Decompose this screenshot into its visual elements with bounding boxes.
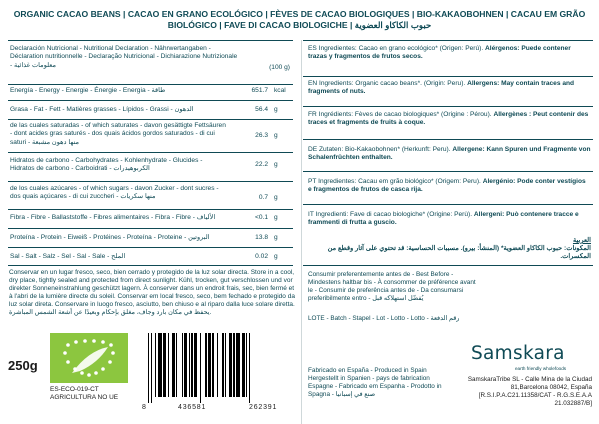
barcode-bar: [217, 333, 218, 397]
barcode-bar: [191, 333, 192, 397]
made-in-spain: Fabricado en España - Produced in Spain Hergestellt in Spanien - pays de fabrication Espagne - Fabricado em Espanha - Prodotto in Spagna - صنع في إسبانيا: [308, 367, 442, 398]
ingredients-text: EN Ingredients: Organic cacao beans*. (Origin: Peru).: [308, 80, 468, 87]
nutrition-row-unit: g: [274, 214, 278, 221]
company-address: SamskaraTribe SL - Calle Mina de la Ciudad 81,Barcelona 08042, España [R.S.I.P.A.C21.11358/CAT - R.G.S.E.A.A 21.032887/B]: [467, 376, 592, 407]
barcode-bar: [148, 333, 149, 403]
nutrition-rule: [8, 152, 293, 153]
nutrition-rule: [8, 100, 293, 101]
eu-organic-leaf-logo: [50, 333, 128, 383]
nutrition-rule: [8, 181, 293, 182]
ingredients-it: [308, 211, 591, 227]
nutrition-row-label: Sal - Salt - Salz - Sel - Sal - Sale - الملح: [10, 253, 126, 260]
nutrition-row-value: 26.3: [255, 132, 268, 139]
column-divider: [301, 40, 302, 424]
ingredients-rule: [303, 139, 593, 140]
ingredients-rule: [303, 171, 593, 172]
ingredients-text: IT Ingredienti: Fave di cacao biologiche* (Origine: Perù).: [308, 211, 474, 218]
nutrition-row-unit: g: [274, 253, 278, 260]
nutrition-rule: [8, 247, 293, 248]
eco-certification: [50, 386, 118, 402]
nutrition-header: [10, 45, 290, 79]
ingredients-text: DE Zutaten: Bio-Kakaobohnen* (Herkunft: Peru).: [308, 146, 453, 153]
nutrition-row-value: 651.7: [251, 87, 268, 94]
barcode-bar: [168, 333, 169, 397]
brand-tagline: earth friendly wholefoods: [515, 366, 567, 371]
ingredients-top-rule: [303, 40, 593, 41]
nutrition-row-value: 13.8: [255, 234, 268, 241]
brand-logo: Samskara: [471, 343, 565, 364]
nutrition-row-label: de las cuales saturadas - of which saturates - davon gesättigte Fettsäuren - dont acides gras saturés - dos quais ácidos gordos saturados - di cui saturi - منها دهون مشبعة: [10, 122, 226, 146]
barcode-bar: [151, 333, 152, 403]
nutrition-row-unit: kcal: [274, 87, 286, 94]
nutrition-rule: [8, 209, 293, 210]
barcode-bar: [236, 333, 240, 397]
barcode-bar: [212, 333, 213, 397]
allergen-warning: Allergènes : Peut contenir des traces et fragments de fruits à coque.: [308, 111, 589, 127]
product-title-line-1: ORGANIC CACAO BEANS | CACAO EN GRANO ECOLÓGICO | FÈVES DE CACAO BIOLOGIQUES | BIO-KAKAOBOHNEN | CACAU EM GRÃO: [13, 9, 586, 19]
nutrition-row-value: 0.7: [258, 194, 268, 201]
barcode-digits-right: 262391: [249, 404, 278, 411]
eu-leaf-stars-icon: [50, 333, 128, 383]
barcode-bar: [194, 333, 197, 397]
nutrition-row-label: de los cuales azúcares - of which sugars - davon Zucker - dont sucres - dos quais açúcares - di cui zuccheri - منها سكريات: [10, 185, 219, 201]
barcode-bar: [163, 333, 166, 397]
nutrition-row-label: Proteína - Protein - Eiweiß - Protéines - Proteína - Proteine - البروتين: [10, 234, 210, 241]
nutrition-row-value: <0.1: [254, 214, 268, 221]
arabic-ingredients: المكونات: حبوب الكاكاو العضوية* (المنشأ: بيرو). مسببات الحساسية: قد تحتوي على آثار وقطع من المكسرات.: [327, 245, 591, 261]
ingredients-text: PT Ingredientes: Cacau em grão biológico* (Origem: Peru).: [308, 178, 483, 185]
nutrition-rule: [8, 84, 293, 85]
nutrition-row-unit: g: [274, 194, 278, 201]
batch-lot: LOTE - Batch - Stapel - Lot - Lotto - Lotto - رقم الدفعة: [308, 315, 460, 322]
ingredients-pt: [308, 178, 591, 194]
product-title-line-2: BIOLÓGICO | FAVE DI CACAO BIOLOGICHE | حبوب الكاكاو العضوية: [167, 20, 432, 30]
nutrition-header-unit: (100 g): [269, 64, 290, 71]
ingredients-bottom-rule: [303, 265, 593, 266]
nutrition-row-label: Grasa - Fat - Fett - Matières grasses - Lípidos - Grassi - الدهون: [10, 106, 194, 113]
nutrition-rule: [8, 228, 293, 229]
barcode-bar: [222, 333, 223, 397]
barcode-bar: [246, 333, 247, 397]
barcode-bar: [172, 333, 175, 397]
barcode-bar: [242, 333, 245, 397]
ingredients-en: [308, 80, 591, 96]
barcode-bar: [176, 333, 177, 397]
barcode-bar: [189, 333, 190, 397]
barcode-bar: [205, 333, 206, 397]
barcode-digit-first: 8: [142, 404, 146, 411]
nutrition-row-value: 56.4: [255, 106, 268, 113]
arabic-heading: العربية: [572, 237, 591, 244]
barcode-bar: [182, 333, 183, 397]
barcode-bar: [229, 333, 232, 397]
nutrition-row-label: Fibra - Fibre - Ballaststoffe - Fibres alimentaires - Fibra - Fibre - الألياف: [10, 214, 216, 221]
barcode-bar: [249, 333, 250, 403]
ingredients-fr: [308, 111, 591, 127]
ingredients-es: [308, 45, 591, 61]
nutrition-row-unit: g: [274, 106, 278, 113]
barcode-digits-left: 436581: [178, 404, 207, 411]
barcode-bar: [155, 333, 156, 397]
ingredients-rule: [303, 106, 593, 107]
storage-instructions: Conservar en un lugar fresco, seco, bien cerrado y protegido de la luz solar directa. Store in a cool, dry place, tightly sealed and protected from direct sunlight. Kühl, trocken, gut verschlossen und vor direkter Sonneneinstrahlung geschützt lagern. À conserver dans un endroit frais, sec, bien fermé et à l'abri de la lumière directe du soleil. Conservar em local fresco, seco, bem fechado e protegido da luz solar direta. Conservare in luogo fresco, asciutto, ben chiuso e al riparo dalla luce solare diretta. يحفظ في مكان بارد وجاف، مغلق بإحكام وبعيدًا عن أشعة الشمس المباشرة.: [9, 269, 295, 316]
nutrition-row-label: Energía - Energy - Energie - Énergie - Energia - طاقة: [10, 87, 166, 94]
best-before: Consumir preferentemente antes de - Best Before - Mindestens haltbar bis - À consommer de préférence avant le - Consumir de preferência antes de - Da consumarsi preferibilmente entro - يُفضّل استهلاكه قبل: [308, 271, 476, 302]
nutrition-row-value: 0.02: [255, 253, 268, 260]
nutrition-row-value: 22.2: [255, 161, 268, 168]
eco-origin: AGRICULTURA NO UE: [50, 394, 119, 401]
nutrition-row-unit: g: [274, 132, 278, 139]
ingredients-text: ES Ingredientes: Cacao en grano ecológico* (Origen: Perú).: [308, 45, 486, 52]
barcode-bar: [225, 333, 226, 397]
barcode-bar: [200, 333, 201, 403]
barcode-bar: [208, 333, 211, 397]
ingredients-de: [308, 146, 591, 162]
barcode-bar: [158, 333, 162, 397]
allergen-warning: Allergeni: Può contenere tracce e frammenti di frutta a guscio.: [308, 211, 579, 227]
ingredients-rule: [303, 204, 593, 205]
eco-code: ES-ECO-019-CT: [50, 386, 99, 393]
ingredients-text: FR Ingrédients: Fèves de cacao biologiques* (Origine : Pérou).: [308, 111, 494, 118]
ingredients-rule: [303, 76, 593, 77]
nutrition-top-rule: [8, 40, 293, 41]
nutrition-row-label: Hidratos de carbono - Carbohydrates - Kohlenhydrate - Glucides - Hidratos de carbono - Carboidrati - الكربوهيدرات: [10, 157, 203, 173]
allergen-warning: Allergene: Kann Spuren und Fragmente von Schalenfrüchten enthalten.: [308, 146, 591, 162]
barcode-bar: [233, 333, 234, 397]
allergen-warning: Allergens: May contain traces and fragments of nuts.: [308, 80, 575, 96]
nutrition-bottom-rule: [8, 265, 293, 266]
nutrition-header-label: Declaración Nutricional - Nutritional Declaration - Nährwertangaben - Déclaration nutritionnelle - Declaração Nutricional - Dichiarazione Nutrizionale - معلومات غذائية: [10, 45, 238, 69]
barcode-bar: [184, 333, 187, 397]
nutrition-row-unit: g: [274, 234, 278, 241]
barcode: [148, 333, 295, 403]
allergen-warning: Alergénio: Pode conter vestígios e fragmentos de frutos de casca rija.: [308, 178, 586, 194]
nutrition-row-unit: g: [274, 161, 278, 168]
net-weight: 250g: [8, 358, 38, 373]
allergen-warning: Alérgenos: Puede contener trazas y fragmentos de frutos secos.: [308, 45, 571, 61]
nutrition-rule: [8, 119, 293, 120]
